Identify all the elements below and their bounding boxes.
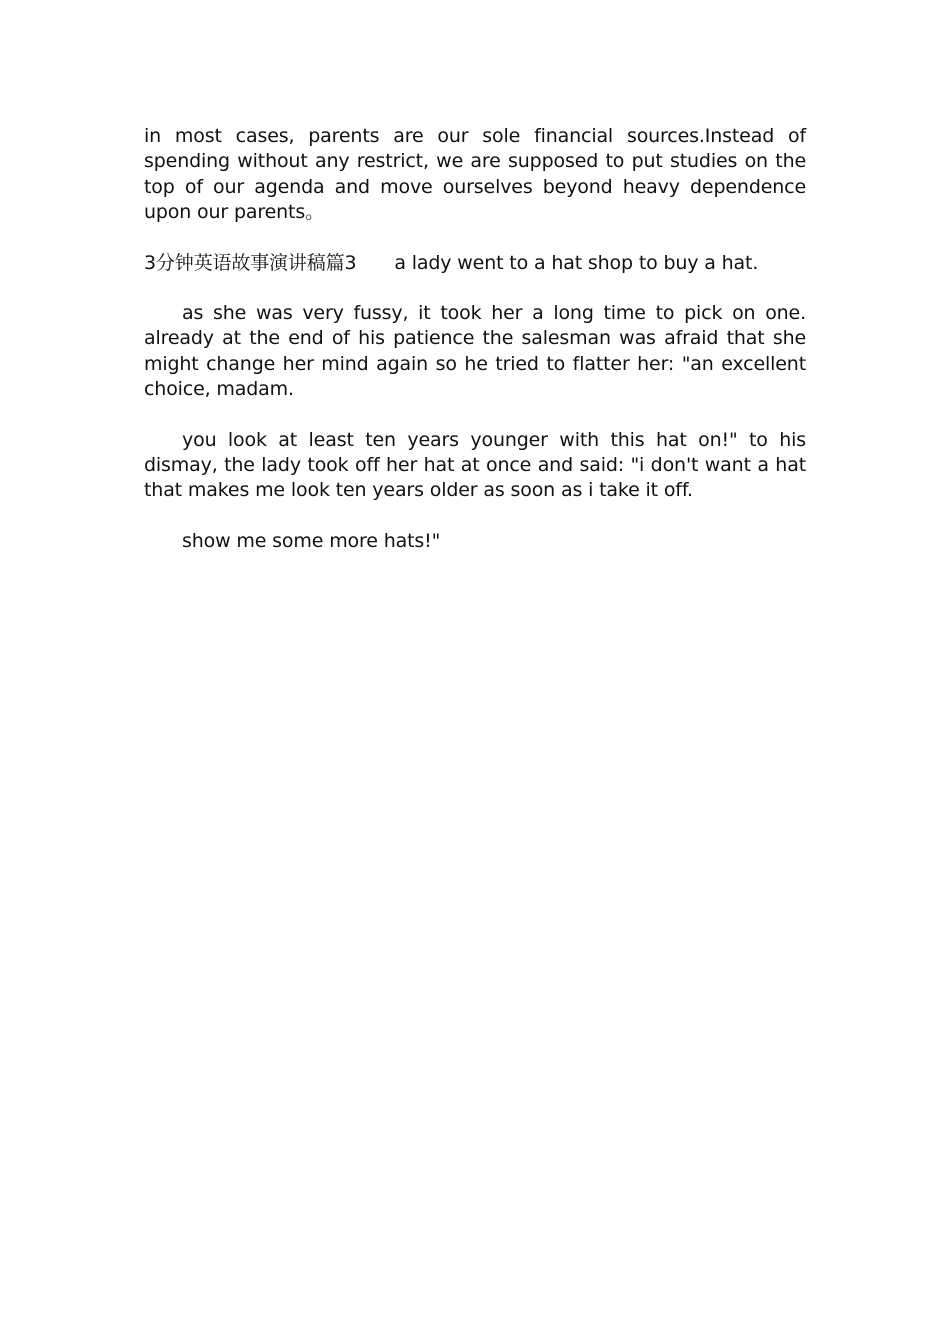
section-heading-title: 3分钟英语故事演讲稿篇3 bbox=[144, 251, 357, 274]
paragraph-dismay: you look at least ten years younger with this hat on!" to his dismay, the lady took off her hat at once and said: "i don't want a hat that makes me look ten years older as soon as i take it off. bbox=[144, 428, 806, 502]
paragraph-financial-sources: in most cases, parents are our sole financial sources.Instead of spending without any restrict, we are supposed to put studies on the top of our agenda and move ourselves beyond heavy dependence upon our parents。 bbox=[144, 125, 806, 224]
paragraph-salesman: as she was very fussy, it took her a long time to pick on one. already at the end of his patience the salesman was afraid that she might change her mind again so he tried to flatter her: "an excellent choice, madam. bbox=[144, 302, 806, 401]
document-body bbox=[144, 124, 806, 579]
section-heading-line bbox=[144, 251, 806, 276]
section-heading-text: a lady went to a hat shop to buy a hat. bbox=[394, 251, 759, 274]
paragraph-more-hats: show me some more hats!" bbox=[182, 529, 441, 552]
